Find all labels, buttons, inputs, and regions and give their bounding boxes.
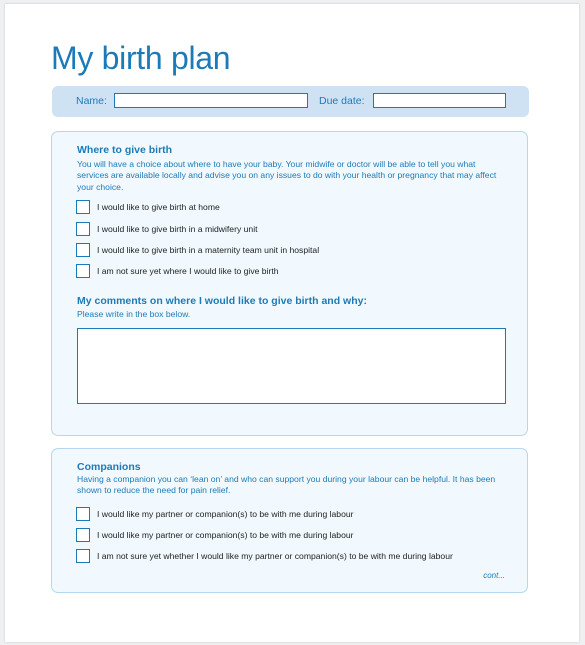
checkbox[interactable]: [76, 200, 90, 214]
option-hospital[interactable]: [76, 242, 319, 258]
option-partner-present[interactable]: [76, 506, 354, 522]
due-date-label: Due date:: [319, 95, 365, 107]
option-label: I would like to give birth at home: [97, 202, 220, 212]
option-partner-present-2[interactable]: [76, 527, 354, 543]
checkbox[interactable]: [76, 243, 90, 257]
companions-description: Having a companion you can ‘lean on’ and who can support you during your labour can be helpful. It has been shown to reduce the need for pain relief.: [77, 474, 496, 496]
checkbox[interactable]: [76, 549, 90, 563]
option-label: I am not sure yet where I would like to give birth: [97, 266, 279, 276]
option-midwifery-unit[interactable]: [76, 221, 258, 237]
companions-section: [51, 448, 528, 593]
comments-heading: My comments on where I would like to give birth and why:: [77, 295, 367, 307]
checkbox[interactable]: [76, 528, 90, 542]
where-description: You will have a choice about where to have your baby. Your midwife or doctor will be able to tell you what services are available locally and advise you on any issues to do with your health or pregnancy that may affect your choice.: [77, 159, 497, 192]
option-not-sure-partner[interactable]: [76, 548, 453, 564]
due-date-field[interactable]: [373, 93, 506, 108]
page-title: My birth plan: [51, 40, 231, 76]
option-label: I would like my partner or companion(s) to be with me during labour: [97, 509, 354, 519]
comments-hint: Please write in the box below.: [77, 309, 191, 319]
option-label: I would like to give birth in a midwifery unit: [97, 224, 258, 234]
option-home[interactable]: [76, 199, 220, 215]
option-label: I would like my partner or companion(s) to be with me during labour: [97, 530, 354, 540]
companions-heading: Companions: [77, 461, 141, 473]
checkbox[interactable]: [76, 507, 90, 521]
option-label: I am not sure yet whether I would like my partner or companion(s) to be with me during labour: [97, 551, 453, 561]
option-label: I would like to give birth in a maternity team unit in hospital: [97, 245, 320, 255]
name-due-date-bar: [52, 86, 529, 117]
checkbox[interactable]: [76, 264, 90, 278]
name-label: Name:: [76, 95, 107, 107]
where-to-give-birth-section: [51, 131, 528, 436]
continued-label: cont...: [483, 571, 505, 580]
comments-textbox[interactable]: [77, 328, 506, 404]
where-heading: Where to give birth: [77, 144, 173, 156]
option-not-sure-where[interactable]: [76, 263, 279, 279]
name-field[interactable]: [114, 93, 308, 108]
checkbox[interactable]: [76, 222, 90, 236]
